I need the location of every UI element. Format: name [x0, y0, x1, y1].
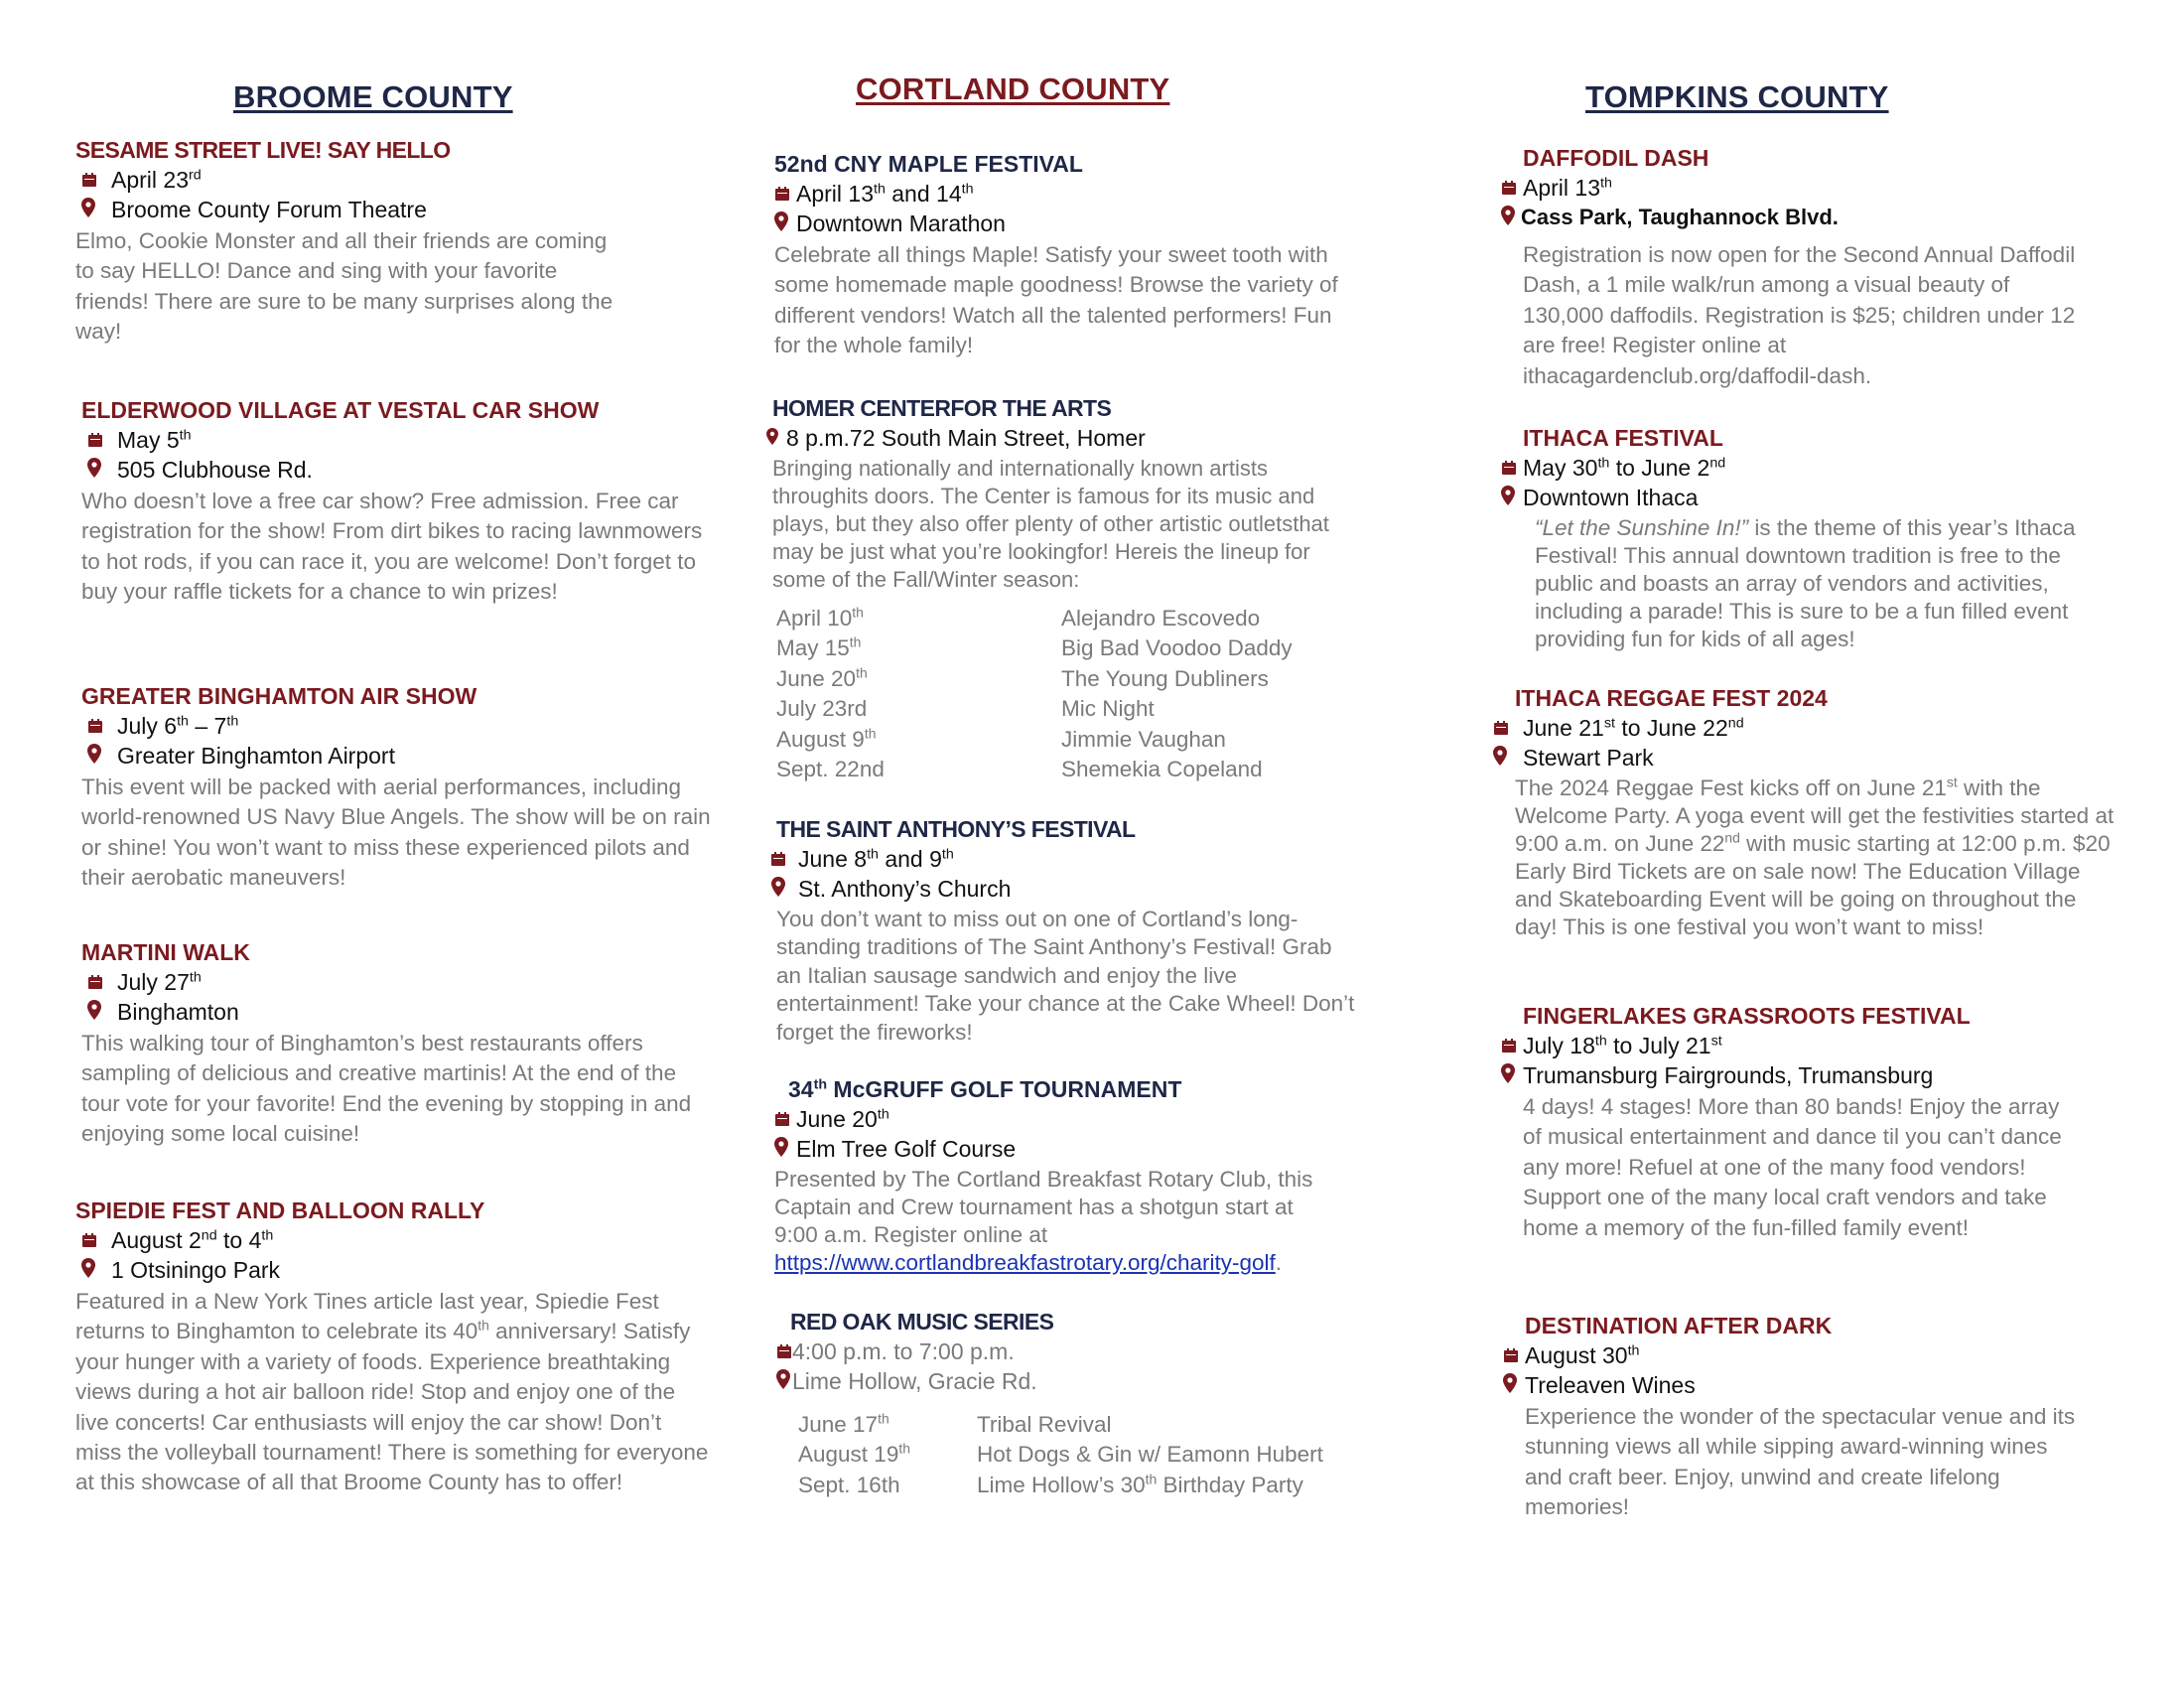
map-pin-icon	[1493, 746, 1507, 766]
event-description: Featured in a New York Tines article last year, Spiedie Fest returns to Binghamton to celebrate its 40th anniversary! Satisfy your hunger with a variety of foods. Experience breathtaking views during a hot air balloon ride! Stop and enjoy one of the live concerts! Car enthusiasts will enjoy the car show! Don’t miss the volleyball tournament! There is something for everyone at this showcase of all that Broome County has to offer!	[75, 1289, 709, 1495]
event-place: St. Anthony’s Church	[776, 874, 1372, 904]
event-date: 4:00 p.m. to 7:00 p.m.	[776, 1336, 1392, 1366]
calendar-icon	[87, 718, 103, 734]
map-pin-icon	[1501, 1063, 1515, 1083]
event-date: May 5th	[81, 425, 727, 455]
event-sesame-street	[75, 135, 711, 348]
calendar-icon	[1503, 1347, 1519, 1363]
event-ithaca-festival	[1501, 423, 2116, 653]
event-place: Elm Tree Golf Course	[774, 1134, 1390, 1164]
event-air-show	[81, 681, 727, 894]
event-place: Greater Binghamton Airport	[81, 741, 727, 771]
event-daffodil-dash	[1501, 143, 2116, 391]
map-pin-icon	[766, 428, 778, 445]
event-title: DAFFODIL DASH	[1523, 145, 1709, 171]
event-date: June 20th	[774, 1104, 1390, 1134]
event-place: Trumansburg Fairgrounds, Trumansburg	[1501, 1060, 2116, 1090]
event-date: June 21st to June 22nd	[1493, 713, 2109, 743]
calendar-icon	[1493, 720, 1509, 736]
event-maple-festival	[774, 149, 1370, 361]
map-pin-icon	[81, 1258, 95, 1278]
lineup-schedule	[776, 604, 1372, 784]
schedule-row: August 9th Jimmie Vaughan	[776, 725, 1226, 752]
event-date: August 2nd to 4th	[75, 1225, 721, 1255]
schedule-row: July 23rd Mic Night	[776, 696, 1155, 722]
map-pin-icon	[87, 458, 101, 478]
event-martini-walk	[81, 937, 727, 1150]
schedule-row: Sept. 16th Lime Hollow’s 30th Birthday Party	[798, 1471, 1303, 1497]
calendar-icon	[776, 1343, 792, 1359]
map-pin-icon	[1503, 1373, 1517, 1393]
cortland-county-heading: CORTLAND COUNTY	[856, 71, 1170, 106]
calendar-icon	[1501, 180, 1517, 196]
map-pin-icon	[1501, 486, 1515, 505]
event-place: Downtown Marathon	[774, 209, 1370, 238]
event-date: August 30th	[1503, 1340, 2118, 1370]
event-saint-anthony	[776, 814, 1372, 1047]
event-description: Celebrate all things Maple! Satisfy your sweet tooth with some homemade maple goodness! Browse the variety of different vendors! Watch all the talented performers! Fun for the whole family!	[774, 242, 1338, 358]
calendar-icon	[1501, 1038, 1517, 1054]
event-description: You don’t want to miss out on one of Cortland’s long-standing traditions of The Saint Anthony’s Festival! Grab an Italian sausage sandwich and enjoy the live entertainment! Take your chance at the Cake Wheel! Don’t forget the fireworks!	[776, 907, 1355, 1045]
map-pin-icon	[776, 1369, 790, 1389]
event-place: 505 Clubhouse Rd.	[81, 455, 727, 485]
event-place: Cass Park, Taughannock Blvd.	[1501, 203, 2116, 232]
map-pin-icon	[774, 1137, 788, 1157]
event-grassroots-festival	[1501, 1001, 2116, 1243]
event-date: July 18th to July 21st	[1501, 1031, 2116, 1060]
broome-county-heading: BROOME COUNTY	[233, 79, 513, 114]
event-description: “Let the Sunshine In!” is the theme of this year’s Ithaca Festival! This annual downtown tradition is free to the public and boasts an array of vendors and activities, including a parade! This is sure to be a fun filled event providing fun for kids of all ages!	[1535, 515, 2076, 651]
event-title: ITHACA FESTIVAL	[1523, 425, 1723, 451]
event-description: Bringing nationally and internationally known artists throughits doors. The Center is famous for its music and plays, but they also offer plenty of other artistic outletsthat may be just what you’re lookingfor! Hereis the lineup for some of the Fall/Winter season:	[772, 456, 1329, 592]
map-pin-icon	[81, 198, 95, 217]
event-title: ITHACA REGGAE FEST 2024	[1515, 685, 1828, 711]
event-description: Experience the wonder of the spectacular venue and its stunning views all while sipping award-winning wines and craft beer. Enjoy, unwind and create lifelong memories!	[1525, 1404, 2076, 1520]
event-title: FINGERLAKES GRASSROOTS FESTIVAL	[1523, 1003, 1971, 1029]
map-pin-icon	[87, 744, 101, 764]
event-description: Registration is now open for the Second Annual Daffodil Dash, a 1 mile walk/run among a visual beauty of 130,000 daffodils. Registration is $25; children under 12 are free! Register online at ithacagardenclub.org/daffodil-dash.	[1523, 242, 2076, 388]
calendar-icon	[774, 186, 790, 202]
event-place: Downtown Ithaca	[1501, 483, 2116, 512]
calendar-icon	[770, 851, 786, 867]
event-place: Lime Hollow, Gracie Rd.	[776, 1366, 1392, 1396]
event-description: The 2024 Reggae Fest kicks off on June 21st with the Welcome Party. A yoga event will get the festivities started at 9:00 a.m. on June 22nd with music starting at 12:00 p.m. $20 Early Bird Tickets are on sale now! The Education Village and Skateboarding Event will be going on throughout the day! This is one festival you won’t want to miss!	[1515, 774, 2115, 939]
event-place: Treleaven Wines	[1503, 1370, 2118, 1400]
event-description: Elmo, Cookie Monster and all their friends are coming to say HELLO! Dance and sing with your favorite friends! There are sure to be many surprises along the way!	[75, 228, 614, 345]
event-date: May 30th to June 2nd	[1501, 453, 2116, 483]
event-title: ELDERWOOD VILLAGE AT VESTAL CAR SHOW	[81, 397, 600, 423]
event-title: DESTINATION AFTER DARK	[1525, 1313, 1833, 1338]
schedule-row: June 17th Tribal Revival	[798, 1410, 1112, 1437]
event-red-oak-music	[776, 1307, 1392, 1500]
event-description: Presented by The Cortland Breakfast Rotary Club, this Captain and Crew tournament has a shotgun start at 9:00 a.m. Register online at https://www.cortlandbreakfastrotary.org/charity-golf.	[774, 1167, 1313, 1275]
calendar-icon	[81, 1232, 97, 1248]
event-destination-after-dark	[1503, 1311, 2118, 1523]
event-title: THE SAINT ANTHONY’S FESTIVAL	[776, 816, 1136, 842]
schedule-row: June 20th The Young Dubliners	[776, 664, 1269, 691]
event-date: April 13th and 14th	[774, 179, 1370, 209]
event-title: 52nd CNY MAPLE FESTIVAL	[774, 151, 1083, 177]
event-title: RED OAK MUSIC SERIES	[790, 1309, 1054, 1335]
event-place: 1 Otsiningo Park	[75, 1255, 721, 1285]
event-date: June 8th and 9th	[776, 844, 1372, 874]
event-title: SPIEDIE FEST AND BALLOON RALLY	[75, 1197, 485, 1223]
event-place: Stewart Park	[1493, 743, 2109, 773]
charity-golf-link[interactable]: https://www.cortlandbreakfastrotary.org/charity-golf	[774, 1250, 1276, 1275]
tompkins-county-heading: TOMPKINS COUNTY	[1585, 79, 1889, 114]
event-description: Who doesn’t love a free car show? Free admission. Free car registration for the show! From dirt bikes to racing lawnmowers to hot rods, if you can race it, you are welcome! Don’t forget to buy your raffle tickets for a chance to win prizes!	[81, 489, 703, 605]
event-description: 4 days! 4 stages! More than 80 bands! Enjoy the array of musical entertainment and dance til you can’t dance any more! Refuel at one of the many food vendors! Support one of the many local craft vendors and take home a memory of the fun-filled family event!	[1523, 1094, 2062, 1240]
calendar-icon	[774, 1111, 790, 1127]
event-place: 8 p.m.72 South Main Street, Homer	[772, 423, 1368, 453]
event-description: This walking tour of Binghamton’s best restaurants offers sampling of delicious and creative martinis! At the end of the tour vote for your favorite! End the evening by stopping in and enjoying some local cuisine!	[81, 1031, 692, 1147]
event-title: GREATER BINGHAMTON AIR SHOW	[81, 683, 478, 709]
event-date: April 23rd	[75, 165, 711, 195]
music-schedule	[798, 1410, 1414, 1500]
event-title: SESAME STREET LIVE! SAY HELLO	[75, 137, 451, 163]
map-pin-icon	[87, 1000, 101, 1020]
schedule-row: Sept. 22nd Shemekia Copeland	[776, 757, 1263, 782]
schedule-row: April 10th Alejandro Escovedo	[776, 604, 1261, 631]
event-mcgruff-golf	[774, 1074, 1390, 1277]
map-pin-icon	[771, 877, 785, 897]
calendar-icon	[87, 974, 103, 990]
event-title: HOMER CENTERFOR THE ARTS	[772, 395, 1112, 421]
event-date: April 13th	[1501, 173, 2116, 203]
schedule-row: August 19th Hot Dogs & Gin w/ Eamonn Hubert	[798, 1440, 1323, 1468]
event-spiedie-fest	[75, 1196, 721, 1498]
map-pin-icon	[774, 211, 788, 231]
event-place: Binghamton	[81, 997, 727, 1027]
schedule-row: May 15th Big Bad Voodoo Daddy	[776, 633, 1293, 661]
event-elderwood-car-show	[81, 395, 727, 608]
event-title: 34th McGRUFF GOLF TOURNAMENT	[788, 1076, 1182, 1102]
event-homer-center	[772, 393, 1368, 784]
event-date: July 6th – 7th	[81, 711, 727, 741]
event-description: This event will be packed with aerial performances, including world-renowned US Navy Blue Angels. The show will be on rain or shine! You won’t want to miss these experienced pilots and their aerobatic maneuvers!	[81, 774, 711, 891]
event-date: July 27th	[81, 967, 727, 997]
calendar-icon	[81, 172, 97, 188]
calendar-icon	[1501, 460, 1517, 476]
event-reggae-fest	[1493, 683, 2115, 941]
map-pin-icon	[1501, 206, 1515, 225]
event-place: Broome County Forum Theatre	[75, 195, 711, 224]
calendar-icon	[87, 432, 103, 448]
event-title: MARTINI WALK	[81, 939, 250, 965]
